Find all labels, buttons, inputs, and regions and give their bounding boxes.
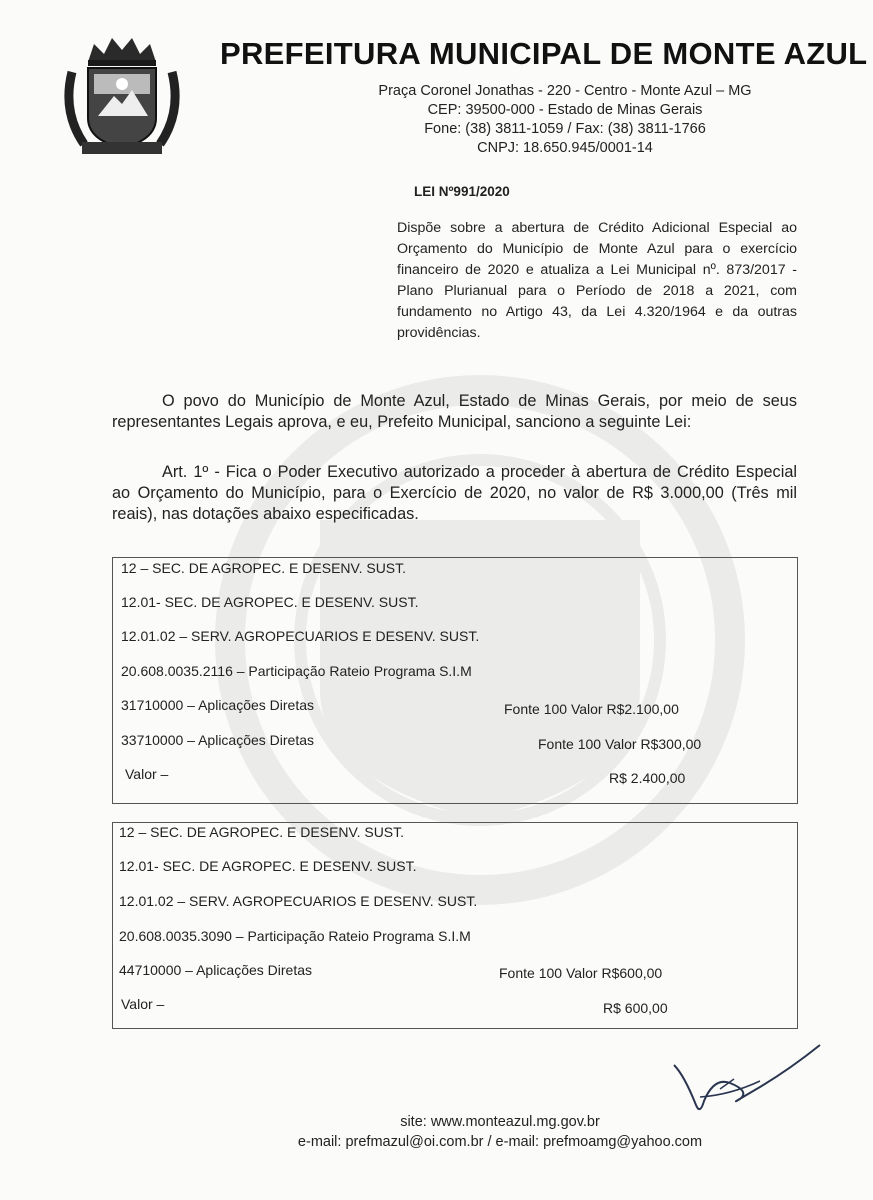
law-ementa: Dispõe sobre a abertura de Crédito Adicional Especial ao Orçamento do Município de Monte Azul para o exercício financeiro de 2020 e atualiza a Lei Municipal nº. 873/2017 - Plano Plurianual para o Período de 2018 a 2021, com fundamento no Artigo 43, da Lei 4.320/1964 e da outras providências. (397, 220, 797, 341)
coat-of-arms-icon (58, 32, 186, 162)
article-1-paragraph: Art. 1º - Fica o Poder Executivo autorizado a proceder à abertura de Crédito Especial ao Orçamento do Município, para o Exercício de 2020, no valor de R$ 3.000,00 (Três mil reais), nas dotações abaixo especificadas. (112, 463, 797, 523)
total-value: R$ 600,00 (603, 1000, 668, 1016)
footer-email: e-mail: prefmazul@oi.com.br / e-mail: prefmoamg@yahoo.com (297, 1134, 703, 1150)
elemento-line: 33710000 – Aplicações Diretas (121, 732, 315, 748)
total-label: Valor – (125, 766, 169, 782)
footer-contact (200, 1112, 800, 1152)
elemento-line: 31710000 – Aplicações Diretas (121, 697, 315, 713)
cep-line: CEP: 39500-000 - Estado de Minas Gerais (427, 102, 703, 118)
total-label: Valor – (121, 996, 165, 1012)
fonte-value: Fonte 100 Valor R$300,00 (538, 736, 702, 752)
programa-line: 20.608.0035.3090 – Participação Rateio Programa S.I.M (119, 928, 471, 944)
allocation-box-2 (112, 822, 798, 1029)
total-value: R$ 2.400,00 (609, 770, 686, 786)
programa-line: 20.608.0035.2116 – Participação Rateio Programa S.I.M (121, 663, 472, 679)
secretaria-line: 12 – SEC. DE AGROPEC. E DESENV. SUST. (119, 824, 405, 840)
address-line: Praça Coronel Jonathas - 220 - Centro - Monte Azul – MG (378, 83, 752, 99)
law-number: LEI Nº991/2020 (414, 184, 510, 199)
cnpj-line: CNPJ: 18.650.945/0001-14 (477, 140, 653, 156)
subunidade-line: 12.01.02 – SERV. AGROPECUARIOS E DESENV. SUST. (121, 628, 480, 644)
header-address (330, 82, 800, 158)
unidade-line: 12.01- SEC. DE AGROPEC. E DESENV. SUST. (119, 858, 417, 874)
secretaria-line: 12 – SEC. DE AGROPEC. E DESENV. SUST. (121, 560, 407, 576)
unidade-line: 12.01- SEC. DE AGROPEC. E DESENV. SUST. (121, 594, 419, 610)
allocation-box-1 (112, 557, 798, 804)
fonte-value: Fonte 100 Valor R$2.100,00 (504, 701, 679, 717)
municipality-title: PREFEITURA MUNICIPAL DE MONTE AZUL (220, 36, 868, 71)
elemento-line: 44710000 – Aplicações Diretas (119, 962, 313, 978)
subunidade-line: 12.01.02 – SERV. AGROPECUARIOS E DESENV. SUST. (119, 893, 478, 909)
phone-line: Fone: (38) 3811-1059 / Fax: (38) 3811-1766 (424, 121, 706, 137)
footer-site: site: www.monteazul.mg.gov.br (400, 1114, 600, 1130)
fonte-value: Fonte 100 Valor R$600,00 (499, 965, 663, 981)
preamble-paragraph: O povo do Município de Monte Azul, Estado de Minas Gerais, por meio de seus representantes Legais aprova, e eu, Prefeito Municipal, sanciono a seguinte Lei: (112, 392, 797, 431)
